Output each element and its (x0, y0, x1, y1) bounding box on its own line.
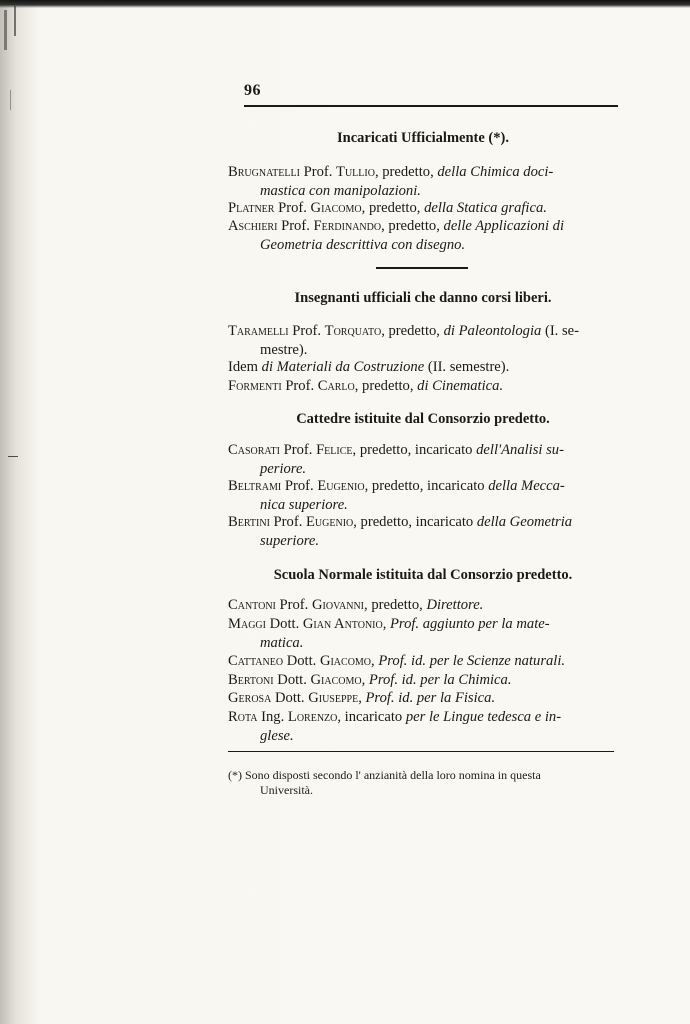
gutter-mark (14, 6, 16, 36)
entry (228, 217, 620, 254)
entry-surname: Cattaneo (228, 653, 284, 669)
entry-title: Prof. (299, 164, 337, 180)
entry-title: Prof. (281, 378, 318, 394)
entry-surname: Gerosa (228, 690, 272, 706)
entry (228, 377, 620, 396)
entry-subject: delle Applicazioni di (443, 218, 565, 234)
entry-title: Prof. (277, 218, 314, 234)
section-title: Insegnanti ufficiali che danno corsi liberi. (294, 290, 552, 306)
entry-role: , predetto, (361, 200, 425, 216)
entry-role: , predetto, (364, 597, 427, 613)
entry-role: , predetto, incaricato (364, 478, 489, 494)
page-header (244, 82, 618, 100)
entry (228, 596, 620, 615)
page-top-edge (0, 0, 690, 8)
entry-title: Prof. (274, 200, 311, 216)
entry-title: Prof. (279, 442, 317, 458)
entry-firstname: Giacomo (310, 672, 362, 688)
entry (228, 477, 620, 514)
entry (228, 441, 620, 478)
entry-role: , predetto, (381, 323, 444, 339)
footnote-rule (228, 751, 614, 752)
entry-surname: Maggi (228, 616, 266, 632)
entry (228, 163, 620, 200)
entry-subject: Direttore. (426, 597, 484, 613)
entry (228, 513, 620, 550)
footnote-continuation: Università. (260, 783, 313, 797)
entry-surname: Bertoni (228, 672, 274, 688)
entry-subject: della Chimica doci- (437, 164, 554, 180)
entry-role: , predetto, (374, 164, 438, 180)
entry-continuation: mastica con manipolazioni. (260, 182, 421, 199)
entry-firstname: Eugenio (306, 514, 354, 530)
entry-surname: Rota (228, 709, 258, 725)
entry-firstname: Eugenio (317, 478, 365, 494)
entry-firstname: Giuseppe (308, 690, 359, 706)
entry (228, 689, 620, 708)
entry-continuation: Geometria descrittiva con disegno. (260, 236, 466, 253)
entry-continuation: superiore. (260, 532, 320, 549)
entry (228, 199, 620, 218)
entry-subject: della Statica grafica. (424, 200, 547, 216)
entry (228, 322, 620, 359)
entry-subject: Prof. id. per la Chimica. (368, 672, 512, 688)
entry-surname: Platner (228, 200, 275, 216)
entry (228, 615, 620, 652)
entry (228, 671, 620, 690)
entry-firstname: Lorenzo (287, 709, 338, 725)
entry-continuation: nica superiore. (260, 496, 348, 513)
entry-firstname: Giovanni (311, 597, 365, 613)
entry-subject: Prof. id. per la Fisica. (365, 690, 496, 706)
footnote (228, 768, 618, 798)
entry-subject: della Mecca- (488, 478, 565, 494)
entry-title: Prof. (288, 323, 325, 339)
entry-subject: per le Lingue tedesca e in- (405, 709, 562, 725)
page-number: 96 (244, 82, 261, 99)
entry-continuation: periore. (260, 460, 307, 477)
entry-continuation: matica. (260, 634, 304, 651)
entry-subject: Prof. id. per le Scienze naturali. (378, 653, 566, 669)
entry-subject: della Geometria (476, 514, 573, 530)
entry-role: , predetto, (381, 218, 444, 234)
entry-surname: Bertini (228, 514, 270, 530)
entry-subject: di Cinematica. (417, 378, 504, 394)
page-left-edge (0, 0, 40, 1024)
entry-role: , (371, 653, 379, 669)
entry-firstname: Tullio (336, 164, 375, 180)
entry-surname: Cantoni (228, 597, 276, 613)
entry-subject: di Materiali da Costruzione (261, 359, 425, 375)
header-rule (244, 105, 618, 107)
entry (228, 358, 620, 377)
entry-role: , (382, 616, 391, 632)
entry-surname: Taramelli (228, 323, 289, 339)
entry-title: Prof. (281, 478, 318, 494)
entry-surname: Aschieri (228, 218, 278, 234)
entry (228, 708, 620, 745)
entry-tail: (II. semestre). (424, 359, 510, 375)
entry-title: Dott. (271, 690, 309, 706)
entry-title: Ing. (257, 709, 288, 725)
entry-firstname: Carlo (317, 378, 355, 394)
entry-role: , predetto, incaricato (353, 514, 477, 530)
entry-lead: Idem (228, 359, 262, 375)
entry-firstname: Torquato (324, 323, 382, 339)
section-title: Scuola Normale istituita dal Consorzio predetto. (273, 567, 573, 583)
entry-title: Dott. (265, 616, 303, 632)
entry-surname: Casorati (228, 442, 280, 458)
section-divider (376, 267, 468, 269)
entry-title: Prof. (269, 514, 306, 530)
entry-title: Dott. (273, 672, 311, 688)
entry-continuation: mestre). (260, 341, 308, 358)
entry (228, 652, 620, 671)
entry-firstname: Felice (316, 442, 353, 458)
section-title: Cattedre istituite dal Consorzio predetto. (296, 411, 550, 427)
entry-firstname: Gian Antonio (302, 616, 383, 632)
gutter-mark (8, 456, 18, 457)
entry-surname: Brugnatelli (228, 164, 300, 180)
entry-role: , predetto, incaricato (352, 442, 477, 458)
section-title: Incaricati Ufficialmente (*). (337, 130, 509, 146)
entry-subject: Prof. aggiunto per la mate- (390, 616, 550, 632)
entry-subject: dell'Analisi su- (476, 442, 564, 458)
entry-continuation: glese. (260, 727, 294, 744)
entry-firstname: Giacomo (310, 200, 362, 216)
entry-title: Prof. (275, 597, 312, 613)
entry-firstname: Giacomo (319, 653, 372, 669)
entry-role: , incaricato (337, 709, 406, 725)
entry-role: , predetto, (354, 378, 418, 394)
entry-role: , (358, 690, 366, 706)
entry-tail: (I. se- (541, 323, 579, 339)
entry-title: Dott. (283, 653, 320, 669)
entry-role: , (361, 672, 369, 688)
entry-firstname: Ferdinando (313, 218, 382, 234)
gutter-mark (10, 90, 11, 110)
gutter-mark (4, 10, 7, 50)
footnote-line: (*) Sono disposti secondo l' anzianità della loro nomina in questa (228, 768, 541, 782)
entry-surname: Beltrami (228, 478, 282, 494)
entry-subject: di Paleontologia (443, 323, 542, 339)
entry-surname: Formenti (228, 378, 282, 394)
